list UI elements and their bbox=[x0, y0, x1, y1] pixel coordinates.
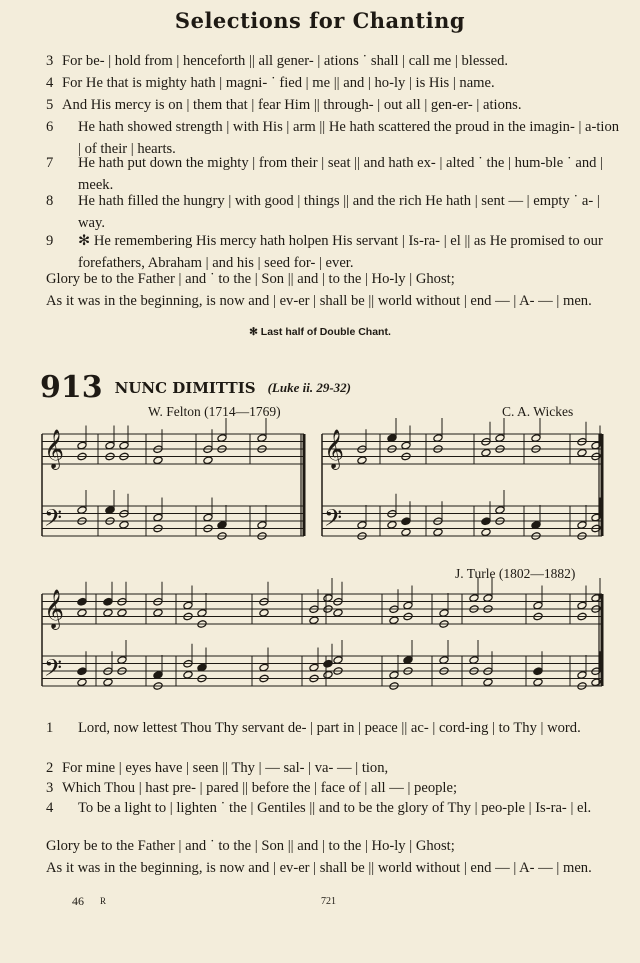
verse-line: 6 He hath showed strength | with His | arm || He hath scattered the proud in the imagin- | a-tion | of their | hearts. bbox=[46, 119, 620, 157]
note-head bbox=[483, 678, 493, 687]
verse-line: As it was in the beginning, is now and | ev-er | shall be || world without | end — | A- — | men. bbox=[46, 860, 592, 876]
note-head bbox=[259, 608, 269, 617]
bass-clef-icon: 𝄢 bbox=[324, 504, 343, 537]
note-head bbox=[577, 448, 587, 457]
treble-clef-icon: 𝄞 bbox=[44, 589, 65, 629]
verse-line: 4 To be a light to | lighten ˙ the | Gentiles || and to be the glory of Thy | peo-ple | Is-ra- | el. bbox=[46, 800, 592, 816]
note-head bbox=[203, 456, 213, 465]
verse-line: 2 For mine | eyes have | seen || Thy | — sal- | va- — | tion, bbox=[46, 760, 389, 776]
verse-line: As it was in the beginning, is now and | ev-er | shall be || world without | end — | A- — | men. bbox=[46, 293, 592, 309]
note-head bbox=[357, 456, 367, 465]
note-head bbox=[433, 528, 443, 537]
treble-clef-icon: 𝄞 bbox=[324, 429, 345, 469]
verse-line: Glory be to the Father | and ˙ to the | Son || and | to the | Ho-ly | Ghost; bbox=[46, 271, 455, 287]
note-head bbox=[333, 608, 343, 617]
verse-line: 3 Which Thou | hast pre- | pared || before the | face of | all — | people; bbox=[46, 780, 458, 796]
composer-credit: C. A. Wickes bbox=[502, 404, 574, 419]
note-head bbox=[533, 678, 543, 687]
bass-clef-icon: 𝄢 bbox=[44, 654, 63, 687]
note-head bbox=[103, 608, 113, 617]
printer-mark: R bbox=[100, 896, 107, 906]
hymn-number: 913 bbox=[40, 370, 103, 405]
note-head bbox=[309, 616, 319, 625]
note-head bbox=[77, 678, 87, 687]
note-head bbox=[481, 528, 491, 537]
verse-line: 3 For be- | hold from | henceforth || all gener- | ations ˙ shall | call me | blessed. bbox=[46, 53, 509, 69]
note-head bbox=[183, 670, 193, 679]
note-head bbox=[153, 608, 163, 617]
note-head bbox=[323, 670, 333, 679]
verse-line: 7 He hath put down the mighty | from their | seat || and hath ex- | alted ˙ the | hum-ble ˙ and | meek. bbox=[46, 155, 604, 193]
page-number-center: 721 bbox=[321, 896, 336, 907]
note-head bbox=[481, 448, 491, 457]
note-head bbox=[389, 616, 399, 625]
treble-clef-icon: 𝄞 bbox=[44, 429, 65, 469]
note-head bbox=[387, 520, 397, 529]
verse-line: Glory be to the Father | and ˙ to the | Son || and | to the | Ho-ly | Ghost; bbox=[46, 838, 455, 854]
page-number-left: 46 bbox=[72, 894, 84, 908]
composer-credit: J. Turle (1802—1882) bbox=[455, 566, 576, 581]
hymn-title: NUNC DIMITTIS bbox=[114, 378, 256, 397]
footnote: ✻ Last half of Double Chant. bbox=[249, 326, 391, 338]
verse-line: 8 He hath filled the hungry | with good | things || and the rich He hath | sent — | empty ˙ a- | way. bbox=[46, 193, 600, 231]
note-head bbox=[103, 678, 113, 687]
verse-line: 4 For He that is mighty hath | magni- ˙ fied | me || and | ho-ly | is His | name. bbox=[46, 75, 495, 91]
verse-line: 1 Lord, now lettest Thou Thy servant de- | part in | peace || ac- | cord-ing | to Thy | word. bbox=[46, 720, 581, 736]
verse-line: 9 ✻ He remembering His mercy hath holpen His servant | Is-ra- | el || as He promised to our forefathers, Abraham | and his | seed for- | ever. bbox=[46, 233, 603, 271]
note-head bbox=[117, 608, 127, 617]
note-head bbox=[119, 520, 129, 529]
bass-clef-icon: 𝄢 bbox=[44, 504, 63, 537]
composer-credit: W. Felton (1714—1769) bbox=[148, 404, 281, 419]
note-head bbox=[153, 456, 163, 465]
note-head bbox=[401, 528, 411, 537]
page-header: Selections for Chanting bbox=[174, 8, 466, 33]
note-head bbox=[77, 608, 87, 617]
scripture-reference: (Luke ii. 29-32) bbox=[267, 379, 351, 395]
verse-line: 5 And His mercy is on | them that | fear Him || through- | out all | gen-er- | ations. bbox=[46, 97, 522, 113]
